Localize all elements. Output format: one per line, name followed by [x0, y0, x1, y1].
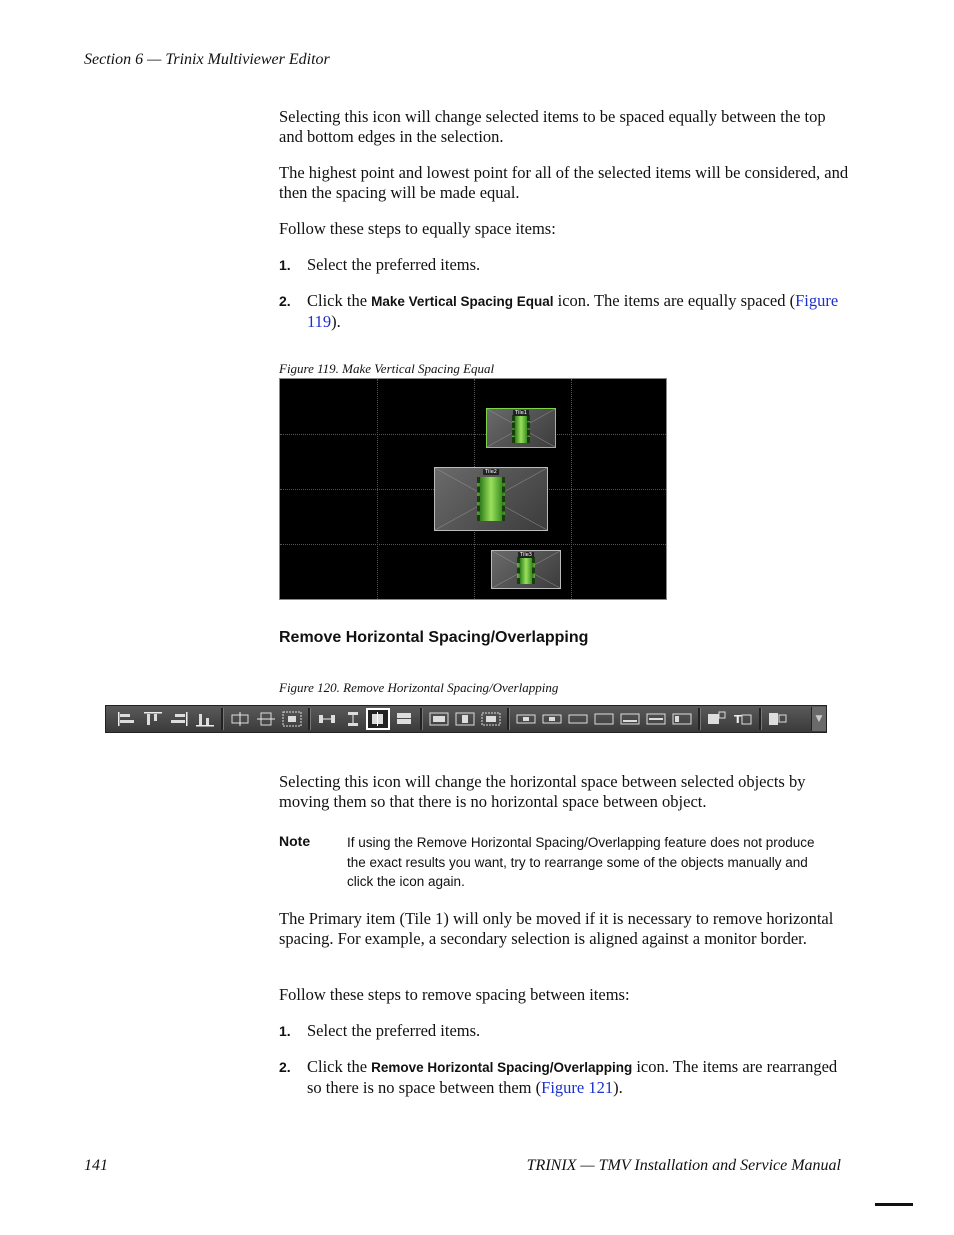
running-header: Section 6 — Trinix Multiviewer Editor — [84, 51, 330, 68]
paragraph: Selecting this icon will change selected items to be spaced equally between the top and bottom edges in the selection. — [279, 107, 826, 146]
paragraph: Selecting this icon will change the horizontal space between selected objects by moving them so that there is no horizontal space between object. — [279, 772, 806, 811]
step-text: Select the preferred items. — [307, 255, 481, 274]
align-bottom-icon[interactable] — [192, 709, 217, 729]
paragraph: The highest point and lowest point for all of the selected items will be considered, and then the spacing will be made equal. — [279, 163, 849, 202]
step-item — [279, 291, 849, 331]
fit-width-icon[interactable] — [426, 709, 451, 729]
section-heading: Remove Horizontal Spacing/Overlapping — [279, 629, 589, 646]
note-label: Note — [279, 833, 311, 849]
align-left-icon[interactable] — [114, 709, 139, 729]
tile-3[interactable] — [491, 550, 561, 589]
remove-vertical-spacing-icon[interactable] — [391, 709, 416, 729]
figure-link[interactable]: Figure 119 — [307, 291, 839, 331]
align-center-vertical-icon[interactable] — [253, 709, 278, 729]
size-small-icon[interactable] — [591, 709, 616, 729]
paragraph: Follow these steps to equally space items: — [279, 219, 556, 238]
step-number: 1. — [279, 1023, 291, 1039]
figure-caption: Figure 120. Remove Horizontal Spacing/Overlapping — [279, 680, 559, 695]
tile-label: Tile2 — [485, 469, 497, 475]
same-size-icon[interactable] — [565, 709, 590, 729]
step-item — [279, 1021, 849, 1041]
note-text: If using the Remove Horizontal Spacing/Overlapping feature does not produce the exact results you want, try to rearrange some of the objects manually and click the icon again. — [347, 835, 815, 889]
step-text: Select the preferred items. — [307, 1021, 481, 1040]
size-medium-icon[interactable] — [617, 709, 642, 729]
alignment-toolbar — [105, 705, 827, 733]
tile-label: Tile3 — [520, 552, 532, 558]
step-item — [279, 255, 849, 275]
same-height-icon[interactable] — [539, 709, 564, 729]
align-center-horizontal-icon[interactable] — [227, 709, 252, 729]
step-item — [279, 1057, 849, 1097]
page-edge-marker — [875, 1203, 913, 1206]
tile-1[interactable] — [486, 408, 556, 448]
same-width-icon[interactable] — [513, 709, 538, 729]
figure-link[interactable]: Figure 121 — [541, 1078, 614, 1097]
ui-term: Make Vertical Spacing Equal — [371, 294, 554, 309]
toolbar-overflow-icon[interactable]: ▼ — [811, 707, 826, 731]
text-properties-icon[interactable] — [730, 709, 755, 729]
align-right-icon[interactable] — [166, 709, 191, 729]
figure-119-canvas — [279, 378, 667, 600]
ui-term: Remove Horizontal Spacing/Overlapping — [371, 1060, 633, 1075]
center-on-monitor-icon[interactable] — [279, 709, 304, 729]
size-wide-icon[interactable] — [643, 709, 668, 729]
footer-title: TRINIX — TMV Installation and Service Manual — [526, 1157, 841, 1174]
step-text: Click the Remove Horizontal Spacing/Overlapping icon. The items are rearranged so there is no space between them (Figure 121). — [307, 1057, 838, 1097]
step-number: 1. — [279, 257, 291, 273]
size-large-icon[interactable] — [669, 709, 694, 729]
figure-caption: Figure 119. Make Vertical Spacing Equal — [279, 361, 495, 376]
monitor-properties-icon[interactable] — [765, 709, 790, 729]
tile-label: Tile1 — [515, 410, 527, 416]
fit-both-icon[interactable] — [478, 709, 503, 729]
paragraph: The Primary item (Tile 1) will only be moved if it is necessary to remove horizontal spacing. For example, a secondary selection is aligned against a monitor border. — [279, 909, 834, 948]
step-text: Click the Make Vertical Spacing Equal icon. The items are equally spaced (Figure 119). — [307, 291, 839, 331]
paragraph: Follow these steps to remove spacing between items: — [279, 985, 630, 1004]
tile-properties-icon[interactable] — [704, 709, 729, 729]
svg-text:T: T — [733, 713, 742, 726]
fit-height-icon[interactable] — [452, 709, 477, 729]
step-number: 2. — [279, 1059, 291, 1075]
step-number: 2. — [279, 293, 291, 309]
align-top-icon[interactable] — [140, 709, 165, 729]
tile-2[interactable] — [434, 467, 548, 531]
space-vertical-equal-icon[interactable] — [340, 709, 365, 729]
page-number: 141 — [84, 1157, 108, 1174]
space-horizontal-equal-icon[interactable] — [314, 709, 339, 729]
remove-horizontal-spacing-icon[interactable] — [366, 708, 390, 730]
